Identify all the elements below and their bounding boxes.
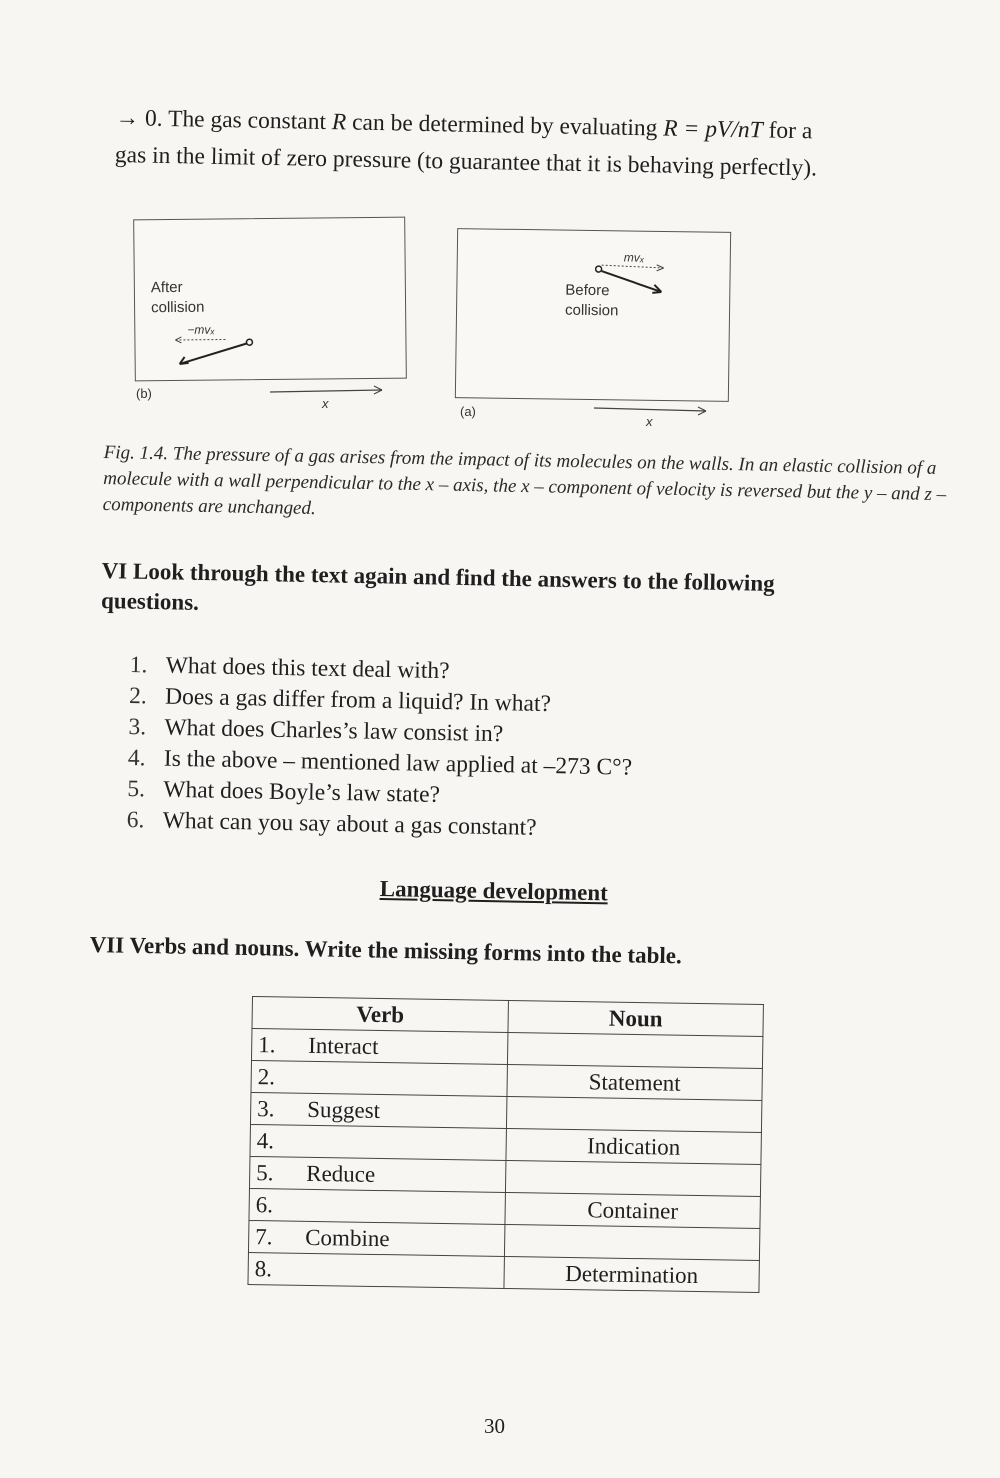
table-row: 4. Indication — [250, 1124, 761, 1164]
verb-noun-table — [247, 996, 763, 1293]
before-label: Before — [565, 281, 610, 300]
x-axis-label-b: x — [322, 396, 329, 411]
collision-label-b: collision — [150, 298, 205, 317]
momentum-label-a: mvₓ — [623, 250, 645, 265]
x-axis-label-a: x — [646, 414, 653, 429]
list-item: 2. Does a gas differ from a liquid? In what? — [128, 682, 552, 718]
language-development-title: Language development — [379, 876, 609, 906]
table-row: 3. Suggest — [250, 1092, 761, 1132]
noun-column-header: Noun — [508, 1001, 763, 1037]
table-row: 5. Reduce — [249, 1156, 760, 1196]
table-row: 2. Statement — [251, 1060, 762, 1100]
table-row: 1. Interact — [251, 1029, 762, 1069]
momentum-label-b: −mvₓ — [187, 322, 215, 337]
list-item: 1. What does this text deal with? — [129, 651, 450, 685]
gas-formula: R = pV/nT — [663, 115, 763, 144]
list-item: 4. Is the above – mentioned law applied at –273 C°? — [127, 744, 633, 781]
section-vi-heading: VI Look through the text again and find the answers to the following questions. — [100, 557, 775, 615]
intro-line-1: → 0. The gas constant R can be determined by evaluating R = pV/nT for a — [115, 104, 813, 145]
table-row: 7. Combine — [248, 1220, 759, 1260]
after-label: After — [150, 278, 183, 297]
questions-list — [126, 650, 829, 849]
list-item: 3. What does Charles’s law consist in? — [128, 713, 504, 748]
page-number: 30 — [484, 1414, 505, 1438]
table-row: 6. Container — [249, 1188, 760, 1228]
panel-tag-b: (b) — [136, 386, 152, 401]
figure-panel-a — [455, 228, 731, 402]
table-row: 8. Determination — [248, 1252, 759, 1292]
figure-panel-b — [133, 217, 407, 382]
list-item: 5. What does Boyle’s law state? — [127, 775, 441, 808]
list-item: 6. What can you say about a gas constant? — [126, 806, 537, 841]
panel-tag-a: (a) — [460, 404, 476, 419]
velocity-arrow-b — [169, 331, 259, 372]
collision-label-a: collision — [564, 301, 619, 320]
verb-column-header: Verb — [252, 997, 508, 1033]
section-vii-heading: VII Verbs and nouns. Write the missing forms into the table. — [89, 931, 682, 969]
intro-line-2: gas in the limit of zero pressure (to guarantee that it is behaving perfectly). — [114, 141, 818, 182]
intro-paragraph — [115, 100, 966, 190]
figure-caption: Fig. 1.4. The pressure of a gas arises from the impact of its molecules on the walls. In an elastic collision of a molecule with a wall perpendicular to the x – axis, the x – component of velocity is reversed but the y – and z – components are unchanged. — [102, 441, 947, 520]
